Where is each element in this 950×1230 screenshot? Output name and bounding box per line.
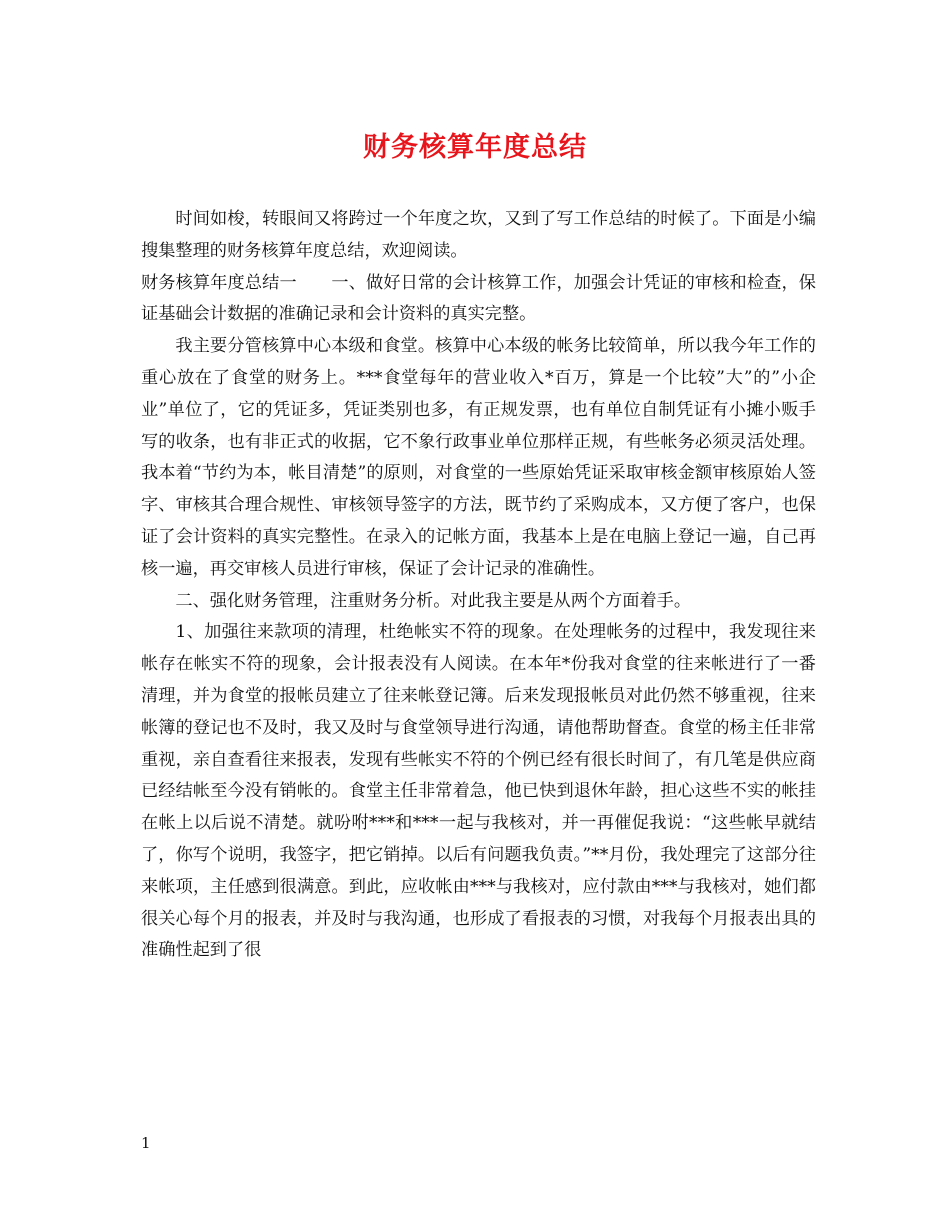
page-number: 1 xyxy=(141,1134,151,1152)
paragraph-section-two: 二、强化财务管理，注重财务分析。对此我主要是从两个方面着手。 xyxy=(175,590,692,611)
paragraph-accounting-work: 我主要分管核算中心本级和食堂。核算中心本级的帐务比较简单，所以我今年工作的重心放在了食堂的财务上。***食堂每年的营业收入*百万，算是一个比较”大”的”小企业”单位了，它的凭证多，凭证类别也多，有正规发票，也有单位自制凭证有小摊小贩手写的收条，也有非正式的收据，它不象行政事业单位那样正规，有些帐务必须灵活处理。我本着“节约为本，帐目清楚”的原则，对食堂的一些原始凭证采取审核金额审核原始人签字、审核其合理合规性、审核领导签字的方法，既节约了采购成本，又方便了客户，也保证了会计资料的真实完整性。在录入的记帐方面，我基本上是在电脑上登记一遍，自己再核一遍，再交审核人员进行审核，保证了会计记录的准确性。 xyxy=(141,336,816,579)
page-title: 财务核算年度总结 xyxy=(363,132,587,163)
document-body xyxy=(141,204,816,967)
paragraph-section-one: 财务核算年度总结一 一、做好日常的会计核算工作，加强会计凭证的审核和检查，保证基础会计数据的准确记录和会计资料的真实完整。 xyxy=(141,272,816,325)
paragraph-intro: 时间如梭，转眼间又将跨过一个年度之坎，又到了写工作总结的时候了。下面是小编搜集整理的财务核算年度总结，欢迎阅读。 xyxy=(141,209,816,261)
paragraph-receivables: 1、加强往来款项的清理，杜绝帐实不符的现象。在处理帐务的过程中，我发现往来帐存在帐实不符的现象，会计报表没有人阅读。在本年*份我对食堂的往来帐进行了一番清理，并为食堂的报帐员建立了往来帐登记簿。后来发现报帐员对此仍然不够重视，往来帐簿的登记也不及时，我又及时与食堂领导进行沟通，请他帮助督查。食堂的杨主任非常重视，亲自查看往来报表，发现有些帐实不符的个例已经有很长时间了，有几笔是供应商已经结帐至今没有销帐的。食堂主任非常着急，他已快到退休年龄，担心这些不实的帐挂在帐上以后说不清楚。就吩咐***和***一起与我核对，并一再催促我说：“这些帐早就结了，你写个说明，我签字，把它销掉。以后有问题我负责。”**月份，我处理完了这部分往来帐项，主任感到很满意。到此，应收帐由***与我核对，应付款由***与我核对，她们都很关心每个月的报表，并及时与我沟通，也形成了看报表的习惯，对我每个月报表出具的准确性起到了很 xyxy=(141,622,816,961)
